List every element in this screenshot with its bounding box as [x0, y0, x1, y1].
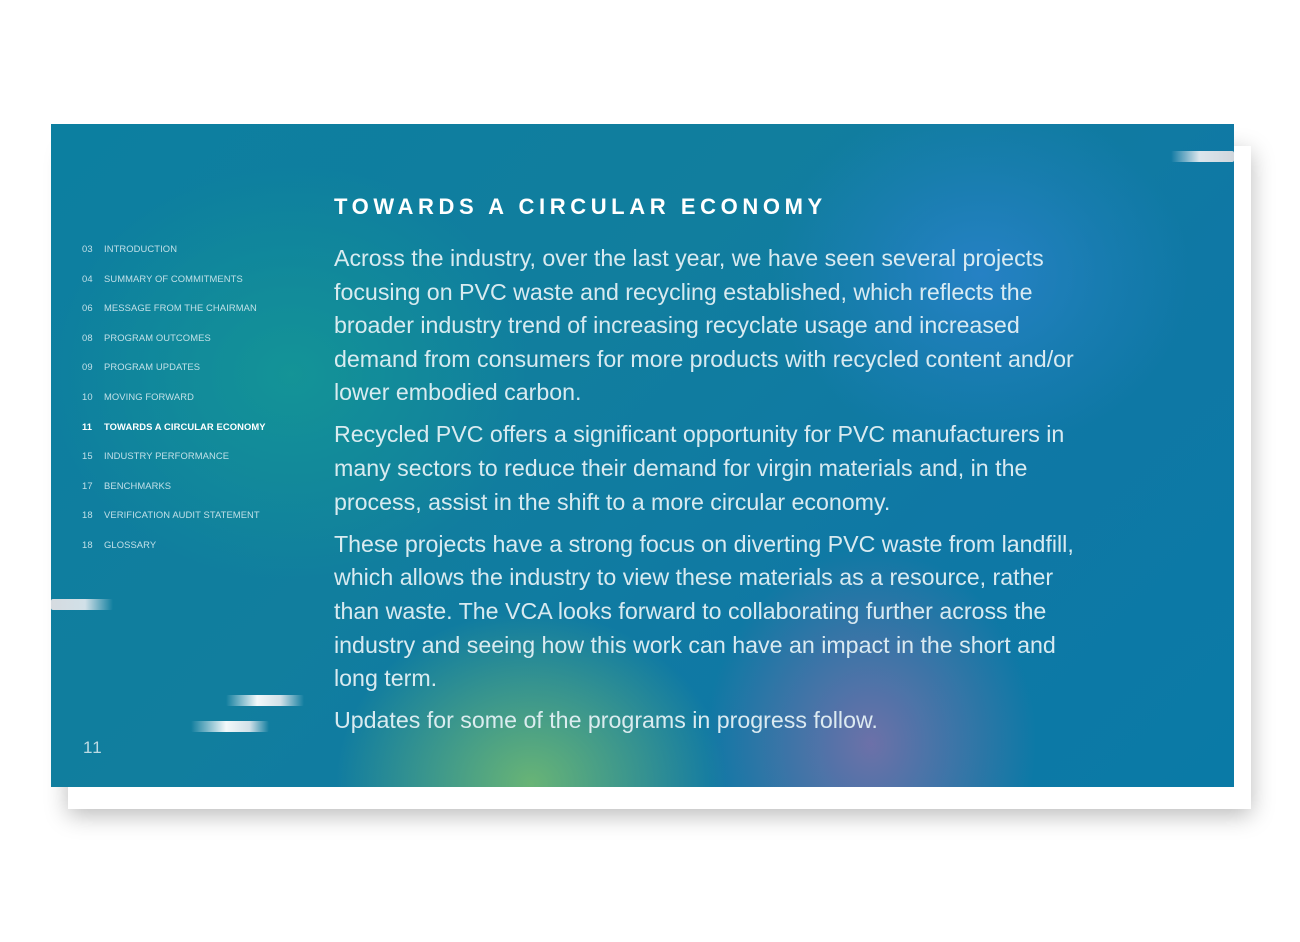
toc-item-number: 18: [82, 538, 93, 550]
toc-item-message-from-the-chairman[interactable]: [82, 302, 266, 332]
toc-item-number: 10: [82, 390, 93, 402]
toc-item-moving-forward[interactable]: [82, 391, 266, 421]
toc-item-number: 04: [82, 272, 93, 284]
document-page: [51, 124, 1234, 787]
toc-item-label: TOWARDS A CIRCULAR ECONOMY: [104, 420, 266, 432]
body-paragraph: Updates for some of the programs in progress follow.: [334, 707, 878, 734]
decorative-stripe: [51, 599, 113, 610]
toc-item-number: 09: [82, 361, 93, 373]
toc-item-summary-of-commitments[interactable]: [82, 273, 266, 303]
table-of-contents: [82, 243, 266, 569]
decorative-stripe: [1171, 151, 1234, 162]
toc-item-label: MESSAGE FROM THE CHAIRMAN: [104, 302, 257, 314]
toc-item-number: 06: [82, 302, 93, 314]
decorative-stripe: [191, 721, 269, 732]
toc-item-benchmarks[interactable]: [82, 480, 266, 510]
body-text: [334, 242, 1094, 746]
toc-item-number: 18: [82, 509, 93, 521]
toc-item-label: INDUSTRY PERFORMANCE: [104, 450, 230, 462]
toc-item-label: SUMMARY OF COMMITMENTS: [104, 272, 243, 284]
toc-item-glossary[interactable]: [82, 539, 266, 569]
toc-item-number: 11: [82, 420, 93, 432]
toc-item-number: 08: [82, 331, 93, 343]
toc-item-label: GLOSSARY: [104, 538, 157, 550]
decorative-stripe: [226, 695, 304, 706]
toc-item-label: BENCHMARKS: [104, 479, 172, 491]
toc-item-label: PROGRAM UPDATES: [104, 361, 201, 373]
toc-item-verification-audit-statement[interactable]: [82, 509, 266, 539]
body-paragraph: Recycled PVC offers a significant opportunity for PVC manufacturers in many sectors to reduce their demand for virgin materials and, in the process, assist in the shift to a more circular economy.: [334, 421, 1065, 515]
toc-item-industry-performance[interactable]: [82, 450, 266, 480]
toc-item-number: 17: [82, 479, 93, 491]
toc-item-towards-a-circular-economy[interactable]: [82, 421, 266, 451]
toc-item-label: INTRODUCTION: [104, 243, 178, 254]
toc-item-label: PROGRAM OUTCOMES: [104, 331, 211, 343]
section-heading: TOWARDS A CIRCULAR ECONOMY: [334, 194, 827, 219]
toc-item-program-outcomes[interactable]: [82, 332, 266, 362]
toc-item-introduction[interactable]: [82, 243, 266, 273]
toc-item-program-updates[interactable]: [82, 361, 266, 391]
toc-item-label: MOVING FORWARD: [104, 390, 194, 402]
page-number: 11: [83, 738, 103, 757]
body-paragraph: Across the industry, over the last year, we have seen several projects focusing on PVC waste and recycling established, which reflects the broader industry trend of increasing recyclate usage and increased demand from consumers for more products with recycled content and/or lower embodied carbon.: [334, 245, 1074, 406]
toc-item-number: 15: [82, 450, 93, 462]
toc-item-number: 03: [82, 243, 93, 254]
toc-item-label: VERIFICATION AUDIT STATEMENT: [104, 509, 260, 521]
body-paragraph: These projects have a strong focus on diverting PVC waste from landfill, which allows the industry to view these materials as a resource, rather than waste. The VCA looks forward to collaborating further across the industry and seeing how this work can have an impact in the short and long term.: [334, 530, 1074, 692]
